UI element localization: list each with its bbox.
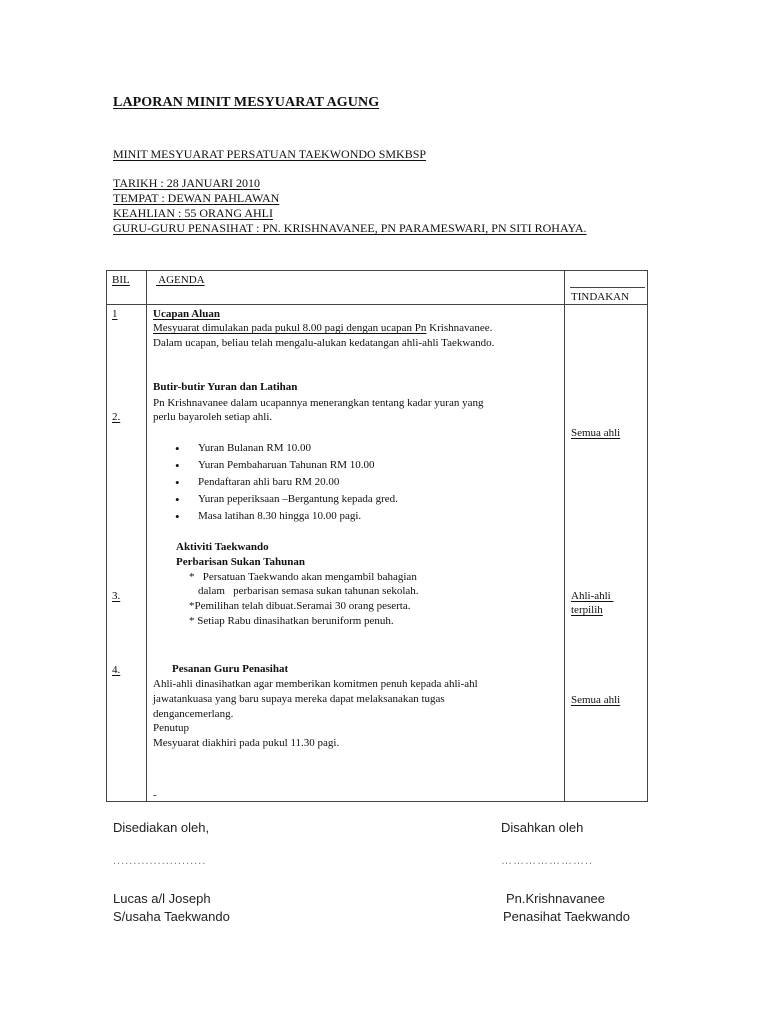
item2-line2: perlu bayaroleh setiap ahli.	[153, 411, 273, 423]
header-agenda-cell	[147, 271, 565, 305]
tindakan-column	[565, 305, 648, 802]
item3-heading1: Aktiviti Taekwando	[176, 541, 269, 553]
item4-heading: Pesanan Guru Penasihat	[172, 663, 289, 675]
item4-dash: -	[153, 789, 157, 801]
item1-line1-underlined: Mesyuarat dimulakan pada pukul 8.00 pagi dengan ucapan Pn	[153, 322, 427, 334]
item4-line3: dengancemerlang.	[153, 708, 234, 720]
item2-line1: Pn Krishnavanee dalam ucapannya menerangkan tentang kadar yuran yang	[153, 397, 484, 409]
item1-heading: Ucapan Aluan	[153, 308, 220, 320]
table-header-row	[107, 271, 648, 305]
fee-bullet: • Pendaftaran ahli baru RM 20.00	[198, 476, 339, 488]
item2-heading: Butir-butir Yuran dan Latihan	[153, 381, 298, 393]
table-body-row	[107, 305, 648, 802]
prepared-by-caption: Disediakan oleh,	[113, 820, 210, 835]
bil-1: 1	[112, 308, 118, 320]
item4-line4: Mesyuarat diakhiri pada pukul 11.30 pagi.	[153, 737, 340, 749]
bil-column	[107, 305, 147, 802]
item3-line4: * Setiap Rabu dinasihatkan beruniform penuh.	[189, 615, 394, 627]
document-subtitle: MINIT MESYUARAT PERSATUAN TAEKWONDO SMKBSP	[113, 147, 427, 161]
meta-tarikh: TARIKH : 28 JANUARI 2010	[113, 176, 261, 190]
tindakan-item3-line1: Ahli-ahli	[571, 590, 614, 602]
item1-line2: Dalam ucapan, beliau telah mengalu-alukan kedatangan ahli-ahli Taekwando.	[153, 337, 495, 349]
fee-bullet: • Yuran peperiksaan –Bergantung kepada gred.	[198, 493, 398, 505]
approved-by-signature-line: …………………..	[501, 855, 594, 867]
header-tindakan-cell	[565, 271, 648, 305]
prepared-by-role: S/usaha Taekwando	[113, 909, 230, 924]
bil-4: 4.	[112, 664, 121, 676]
item3-line2: dalam perbarisan semasa sukan tahunan sekolah.	[198, 585, 419, 597]
header-agenda: AGENDA	[156, 274, 205, 286]
prepared-by-signature-line: .......................	[113, 855, 207, 867]
item4-penutup: Penutup	[153, 722, 190, 734]
header-tindakan: TINDAKAN	[571, 291, 630, 303]
item1-line1-rest: Krishnavanee.	[426, 322, 493, 334]
item3-line3: *Pemilihan telah dibuat.Seramai 30 orang peserta.	[189, 600, 411, 612]
fee-bullet: • Masa latihan 8.30 hingga 10.00 pagi.	[198, 510, 361, 522]
approved-by-caption: Disahkan oleh	[501, 820, 584, 835]
tindakan-item2: Semua ahli	[571, 427, 621, 439]
item4-line1: Ahli-ahli dinasihatkan agar memberikan komitmen penuh kepada ahli-ahl	[153, 678, 478, 690]
tindakan-item4: Semua ahli	[571, 694, 621, 706]
meta-tempat: TEMPAT : DEWAN PAHLAWAN	[113, 191, 280, 205]
approved-by-name: Pn.Krishnavanee	[506, 891, 606, 906]
bil-2: 2.	[112, 411, 121, 423]
prepared-by-name: Lucas a/l Joseph	[113, 891, 211, 906]
tindakan-item3-line2: terpilih	[571, 604, 603, 616]
fee-bullet: • Yuran Bulanan RM 10.00	[198, 442, 311, 454]
item4-line2: jawatankuasa yang baru supaya mereka dapat melaksanakan tugas	[153, 693, 445, 705]
item3-line1: * Persatuan Taekwando akan mengambil bahagian	[189, 571, 417, 583]
minutes-table	[106, 270, 648, 802]
meta-keahlian: KEAHLIAN : 55 ORANG AHLI	[113, 206, 273, 220]
bil-3: 3.	[112, 590, 121, 602]
approved-by-role: Penasihat Taekwando	[503, 909, 630, 924]
fee-bullet: • Yuran Pembaharuan Tahunan RM 10.00	[198, 459, 375, 471]
document-title: LAPORAN MINIT MESYUARAT AGUNG	[113, 95, 380, 110]
meta-guru-penasihat: GURU-GURU PENASIHAT : PN. KRISHNAVANEE, PN PARAMESWARI, PN SITI ROHAYA.	[113, 221, 587, 235]
agenda-column	[147, 305, 565, 802]
header-bil: BIL	[112, 274, 130, 286]
item3-heading2: Perbarisan Sukan Tahunan	[176, 556, 306, 568]
header-bil-cell	[107, 271, 147, 305]
item1-line1	[153, 321, 492, 335]
